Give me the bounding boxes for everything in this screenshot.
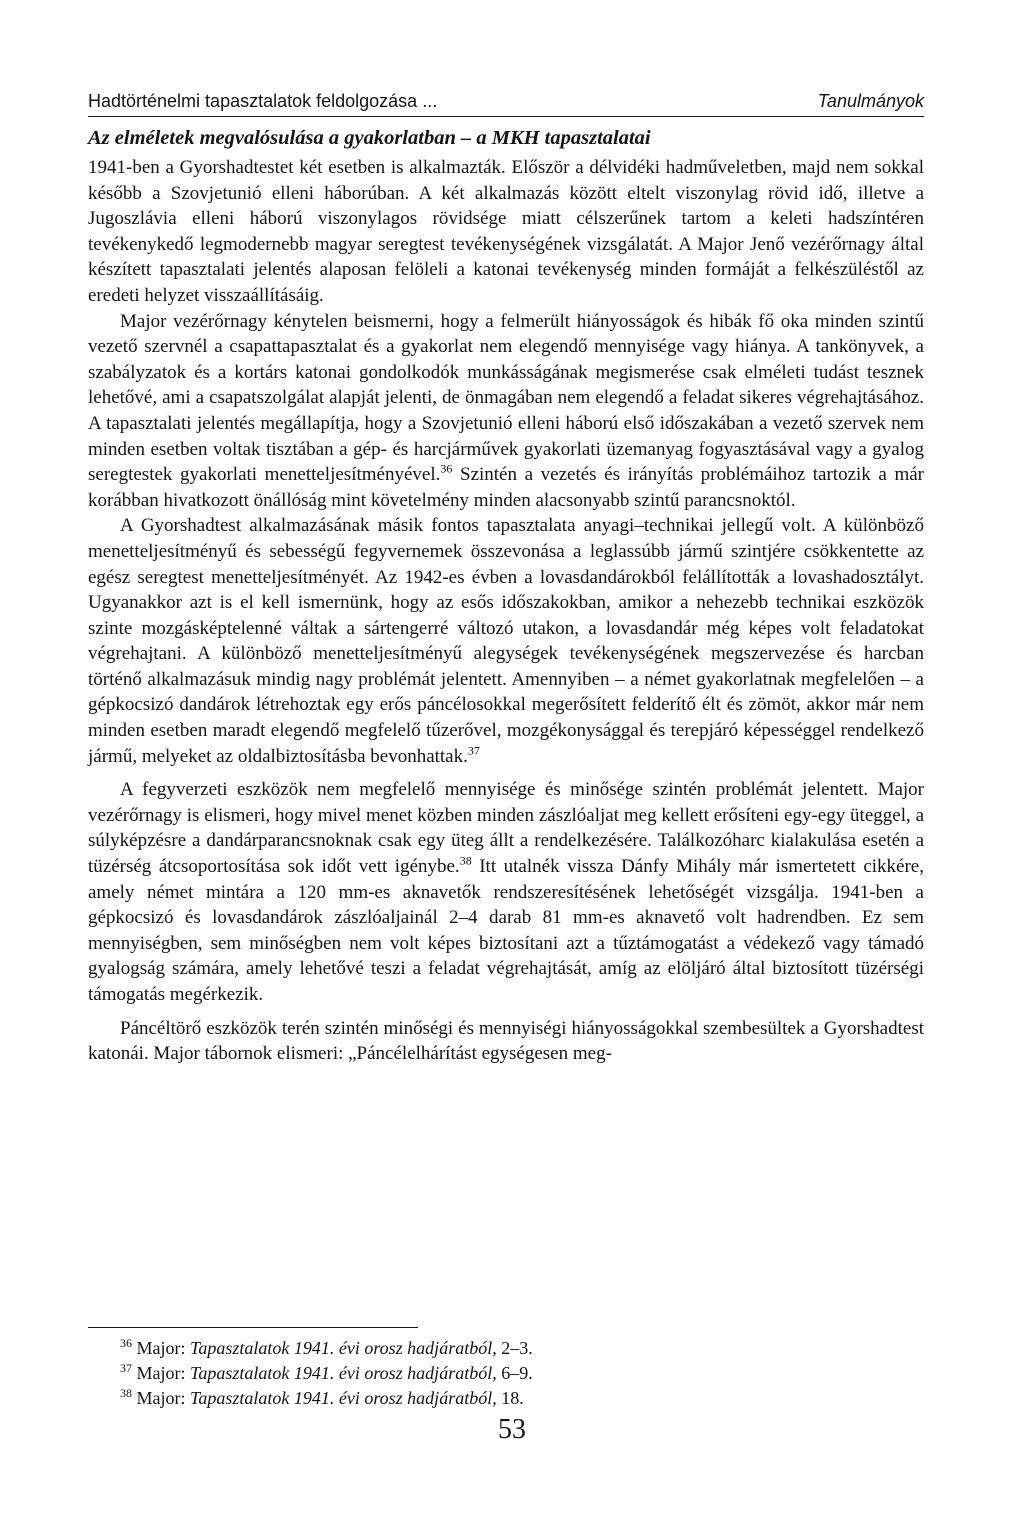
footnote-divider bbox=[88, 1327, 418, 1328]
footnote-author: Major: bbox=[136, 1388, 190, 1408]
paragraph-text: A fegyverzeti eszközök nem megfelelő mennyisége és minősége szintén problémát jelentett. Major vezérőrnagy is elismeri, hogy mivel menet közben minden zászlóaljat meg kellett erősíteni egy-egy üteggel, a súlyképzésre a dandárparancsnoknak csak egy üteg állt a rendelkezésére. Találkozóharc kialakulása esetén a tüzérség átcsoportosítása sok időt vett igénybe. bbox=[88, 779, 924, 878]
body-paragraph bbox=[88, 309, 924, 514]
footnote-reference: 37 bbox=[467, 743, 480, 758]
body-paragraph bbox=[88, 155, 924, 309]
body-text bbox=[88, 155, 924, 1067]
footnote-title: Tapasztalatok 1941. évi orosz hadjáratból, bbox=[190, 1388, 497, 1408]
footnote bbox=[88, 1386, 924, 1411]
paragraph-text: Major vezérőrnagy kénytelen beismerni, hogy a felmerült hiányosságok és hibák fő oka minden szintű vezető szervnél a csapattapasztalat és a gyakorlat nem elegendő mennyisége vagy hiánya. A tankönyvek, a szabályzatok és a kortárs katonai gondolkodók munkásságának megismerése csak elméleti tudást tesznek lehetővé, ami a csapatszolgálat alapját jelenti, de önmagában nem elegendő a feladat sikeres végrehajtásához. A tapasztalati jelentés megállapítja, hogy a Szovjetunió elleni háború első időszakában a vezető szervek nem minden esetben voltak tisztában a gép- és harcjárművek gyakorlati üzemanyag fogyasztásával vagy a gyalog seregtestek gyakorlati menetteljesítményével. bbox=[88, 310, 924, 486]
running-header-title: Hadtörténelmi tapasztalatok feldolgozása ... bbox=[88, 91, 438, 111]
body-paragraph bbox=[88, 513, 924, 769]
section-title: Az elméletek megvalósulása a gyakorlatban – a MKH tapasztalatai bbox=[88, 127, 651, 149]
footnote-number: 37 bbox=[120, 1361, 132, 1375]
footnote-number: 38 bbox=[120, 1386, 132, 1400]
footnote-reference: 38 bbox=[459, 853, 472, 868]
footnote-pages: 6–9. bbox=[496, 1363, 533, 1383]
running-header bbox=[88, 90, 924, 117]
footnote-author: Major: bbox=[136, 1363, 190, 1383]
footnote-pages: 2–3. bbox=[496, 1338, 533, 1358]
footnote-title: Tapasztalatok 1941. évi orosz hadjáratból, bbox=[190, 1363, 497, 1383]
footnote-title: Tapasztalatok 1941. évi orosz hadjáratból, bbox=[190, 1338, 497, 1358]
footnote-reference: 36 bbox=[440, 461, 453, 476]
footnote-number: 36 bbox=[120, 1336, 132, 1350]
paragraph-text: 1941-ben a Gyorshadtestet két esetben is alkalmazták. Először a délvidéki hadműveletben, majd nem sokkal később a Szovjetunió elleni háborúban. A két alkalmazás között eltelt viszonylag rövid idő, illetve a Jugoszlávia elleni háború viszonylagos rövidsége miatt célszerűnek tartom a keleti hadszíntéren tevékenykedő legmodernebb magyar seregtest tevékenységének vizsgálatát. A Major Jenő vezérőrnagy által készített tapasztalati jelentés alaposan felöleli a katonai tevékenység minden formáját a felkészüléstől az eredeti helyzet visszaállításáig. bbox=[88, 157, 924, 306]
footnotes bbox=[88, 1336, 924, 1411]
footnote-author: Major: bbox=[136, 1338, 190, 1358]
paragraph-text: Itt utalnék vissza Dánfy Mihály már ismertetett cikkére, amely német mintára a 120 mm-es aknavetők rendszeresítésének lehetőségét vizsgálja. 1941-ben a gépkocsizó és lovasdandárok zászlóaljainál 2–4 darab 81 mm-es aknavető volt hadrendben. Ez sem mennyiségben, sem minőségben nem volt képes biztosítani azt a tűztámogatást a védekező vagy támadó gyalogság számára, amely lehetővé teszi a feladat végrehajtását, amíg az elöljáró által biztosított tüzérségi támogatás megérkezik. bbox=[88, 856, 924, 1005]
paragraph-text: A Gyorshadtest alkalmazásának másik fontos tapasztalata anyagi–technikai jellegű volt. A különböző menetteljesítményű és sebességű fegyvernemek összevonása a leglassúbb jármű szintjére csökkentette az egész seregtest menetteljesítményét. Az 1942-es évben a lovasdandárokból felállították a lovashadosztályt. Ugyanakkor azt is el kell ismernünk, hogy az esős időszakokban, amikor a nehezebb technikai eszközök szinte mozgásképtelenné váltak a sártengerré változó utakon, a lovasdandár még képes volt feladatokat végrehajtani. A különböző menetteljesítményű alegységek tevékenységének megszervezése és harcban történő alkalmazásuk mindig nagy problémát jelentett. Amennyiben – a német gyakorlatnak megfelelően – a gépkocsizó dandárok létrehoztak egy erős páncélosokkal megerősített felderítő élt és zömöt, akkor már nem minden esetben maradt elegendő megfelelő tűzerővel, mozgékonysággal és terepjáró képességgel rendelkező jármű, melyeket az oldalbiztosításba bevonhattak. bbox=[88, 515, 924, 767]
paragraph-text: Szintén a vezetés és irányítás problémáihoz tartozik a már korábban hivatkozott önállóság mint követelmény minden alacsonyabb szintű parancsnoktól. bbox=[88, 464, 925, 511]
running-header-section: Tanulmányok bbox=[817, 91, 924, 111]
paragraph-text: Páncéltörő eszközök terén szintén minőségi és mennyiségi hiányosságokkal szembesültek a Gyorshadtest katonái. Major tábornok elismeri: „Páncélelhárítást egységesen meg- bbox=[88, 1017, 924, 1065]
page-number: 53 bbox=[498, 1414, 526, 1445]
footnote bbox=[88, 1361, 924, 1386]
body-paragraph bbox=[88, 1016, 924, 1067]
body-paragraph bbox=[88, 777, 924, 1007]
footnote bbox=[88, 1336, 924, 1361]
footnote-pages: 18. bbox=[496, 1388, 524, 1408]
